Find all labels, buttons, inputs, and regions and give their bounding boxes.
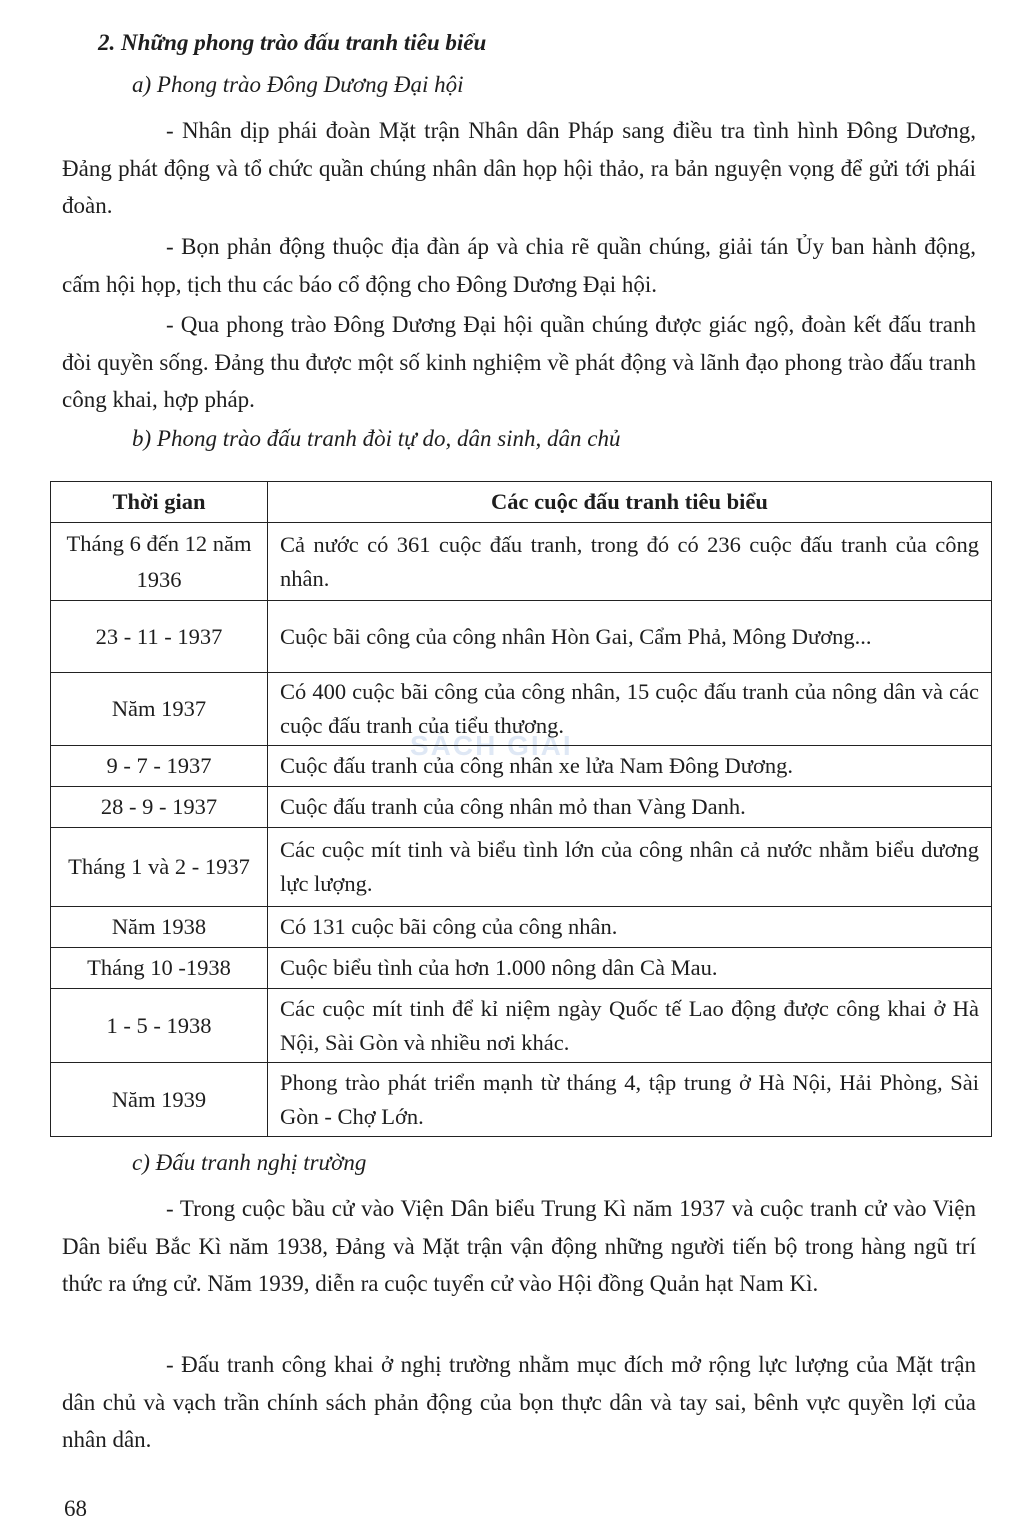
table-row: [51, 601, 992, 673]
part-a-paragraph-1: - Nhân dịp phái đoàn Mặt trận Nhân dân Pháp sang điều tra tình hình Đông Dương, Đảng phát động và tổ chức quần chúng nhân dân họp hội thảo, ra bản nguyện vọng để gửi tới phái đoàn.: [62, 118, 976, 218]
row-event: Có 400 cuộc bãi công của công nhân, 15 cuộc đấu tranh của nông dân và các cuộc đấu tranh của tiểu thương.: [268, 673, 992, 746]
row-event: Cuộc đấu tranh của công nhân mỏ than Vàng Danh.: [268, 787, 992, 828]
part-c-paragraph-2: - Đấu tranh công khai ở nghị trường nhằm mục đích mở rộng lực lượng của Mặt trận dân chủ và vạch trần chính sách phản động của bọn thực dân và tay sai, bênh vực quyền lợi của nhân dân.: [62, 1352, 976, 1452]
table-row: [51, 989, 992, 1063]
struggles-table: [50, 481, 992, 1137]
row-time: Tháng 6 đến 12 năm 1936: [51, 523, 268, 601]
table-row: [51, 673, 992, 746]
table-row: [51, 523, 992, 601]
watermark-logo: SÁCH GIẢI: [410, 730, 573, 761]
table-row: [51, 907, 992, 948]
part-c-paragraph-1: - Trong cuộc bầu cử vào Viện Dân biểu Trung Kì năm 1937 và cuộc tranh cử vào Viện Dân biểu Bắc Kì năm 1938, Đảng và Mặt trận vận động những người tiến bộ trong hàng ngũ trí thức ra ứng cử. Năm 1939, diễn ra cuộc tuyển cử vào Hội đồng Quản hạt Nam Kì.: [62, 1196, 976, 1296]
row-time: 1 - 5 - 1938: [51, 989, 268, 1063]
row-time: Năm 1937: [51, 673, 268, 746]
part-a-paragraph-3: - Qua phong trào Đông Dương Đại hội quần chúng được giác ngộ, đoàn kết đấu tranh đòi quyền sống. Đảng thu được một số kinh nghiệm về phát động và lãnh đạo phong trào đấu tranh công khai, hợp pháp.: [62, 312, 976, 412]
row-event: Các cuộc mít tinh và biểu tình lớn của công nhân cả nước nhằm biểu dương lực lượng.: [268, 828, 992, 907]
part-c-title: c) Đấu tranh nghị trường: [132, 1150, 367, 1175]
row-event: Có 131 cuộc bãi công của công nhân.: [268, 907, 992, 948]
row-event: Cả nước có 361 cuộc đấu tranh, trong đó có 236 cuộc đấu tranh của công nhân.: [268, 523, 992, 601]
row-time: Tháng 1 và 2 - 1937: [51, 828, 268, 907]
row-event: Các cuộc mít tinh để kỉ niệm ngày Quốc tế Lao động được công khai ở Hà Nội, Sài Gòn và nhiều nơi khác.: [268, 989, 992, 1063]
page-number: 68: [64, 1496, 87, 1521]
row-time: Năm 1938: [51, 907, 268, 948]
row-time: 28 - 9 - 1937: [51, 787, 268, 828]
part-b-title: b) Phong trào đấu tranh đòi tự do, dân sinh, dân chủ: [132, 426, 621, 451]
part-a-paragraph-2: - Bọn phản động thuộc địa đàn áp và chia rẽ quần chúng, giải tán Ủy ban hành động, cấm hội họp, tịch thu các báo cổ động cho Đông Dương Đại hội.: [62, 234, 976, 297]
row-time: Tháng 10 -1938: [51, 948, 268, 989]
table-row: [51, 948, 992, 989]
section-heading: 2. Những phong trào đấu tranh tiêu biểu: [98, 30, 487, 55]
row-event: Cuộc bãi công của công nhân Hòn Gai, Cẩm Phả, Mông Dương...: [268, 601, 992, 673]
header-events: Các cuộc đấu tranh tiêu biểu: [268, 482, 992, 523]
row-event: Cuộc biểu tình của hơn 1.000 nông dân Cà Mau.: [268, 948, 992, 989]
table-row: [51, 746, 992, 787]
row-time: Năm 1939: [51, 1063, 268, 1137]
header-time: Thời gian: [51, 482, 268, 523]
table-row: [51, 787, 992, 828]
part-a-title: a) Phong trào Đông Dương Đại hội: [132, 72, 464, 97]
row-time: 9 - 7 - 1937: [51, 746, 268, 787]
row-time: 23 - 11 - 1937: [51, 601, 268, 673]
table-row: [51, 828, 992, 907]
table-header-row: [51, 482, 992, 523]
table-row: [51, 1063, 992, 1137]
row-event: Phong trào phát triển mạnh từ tháng 4, tập trung ở Hà Nội, Hải Phòng, Sài Gòn - Chợ Lớn.: [268, 1063, 992, 1137]
row-event: Cuộc đấu tranh của công nhân xe lửa Nam Đông Dương.: [268, 746, 992, 787]
